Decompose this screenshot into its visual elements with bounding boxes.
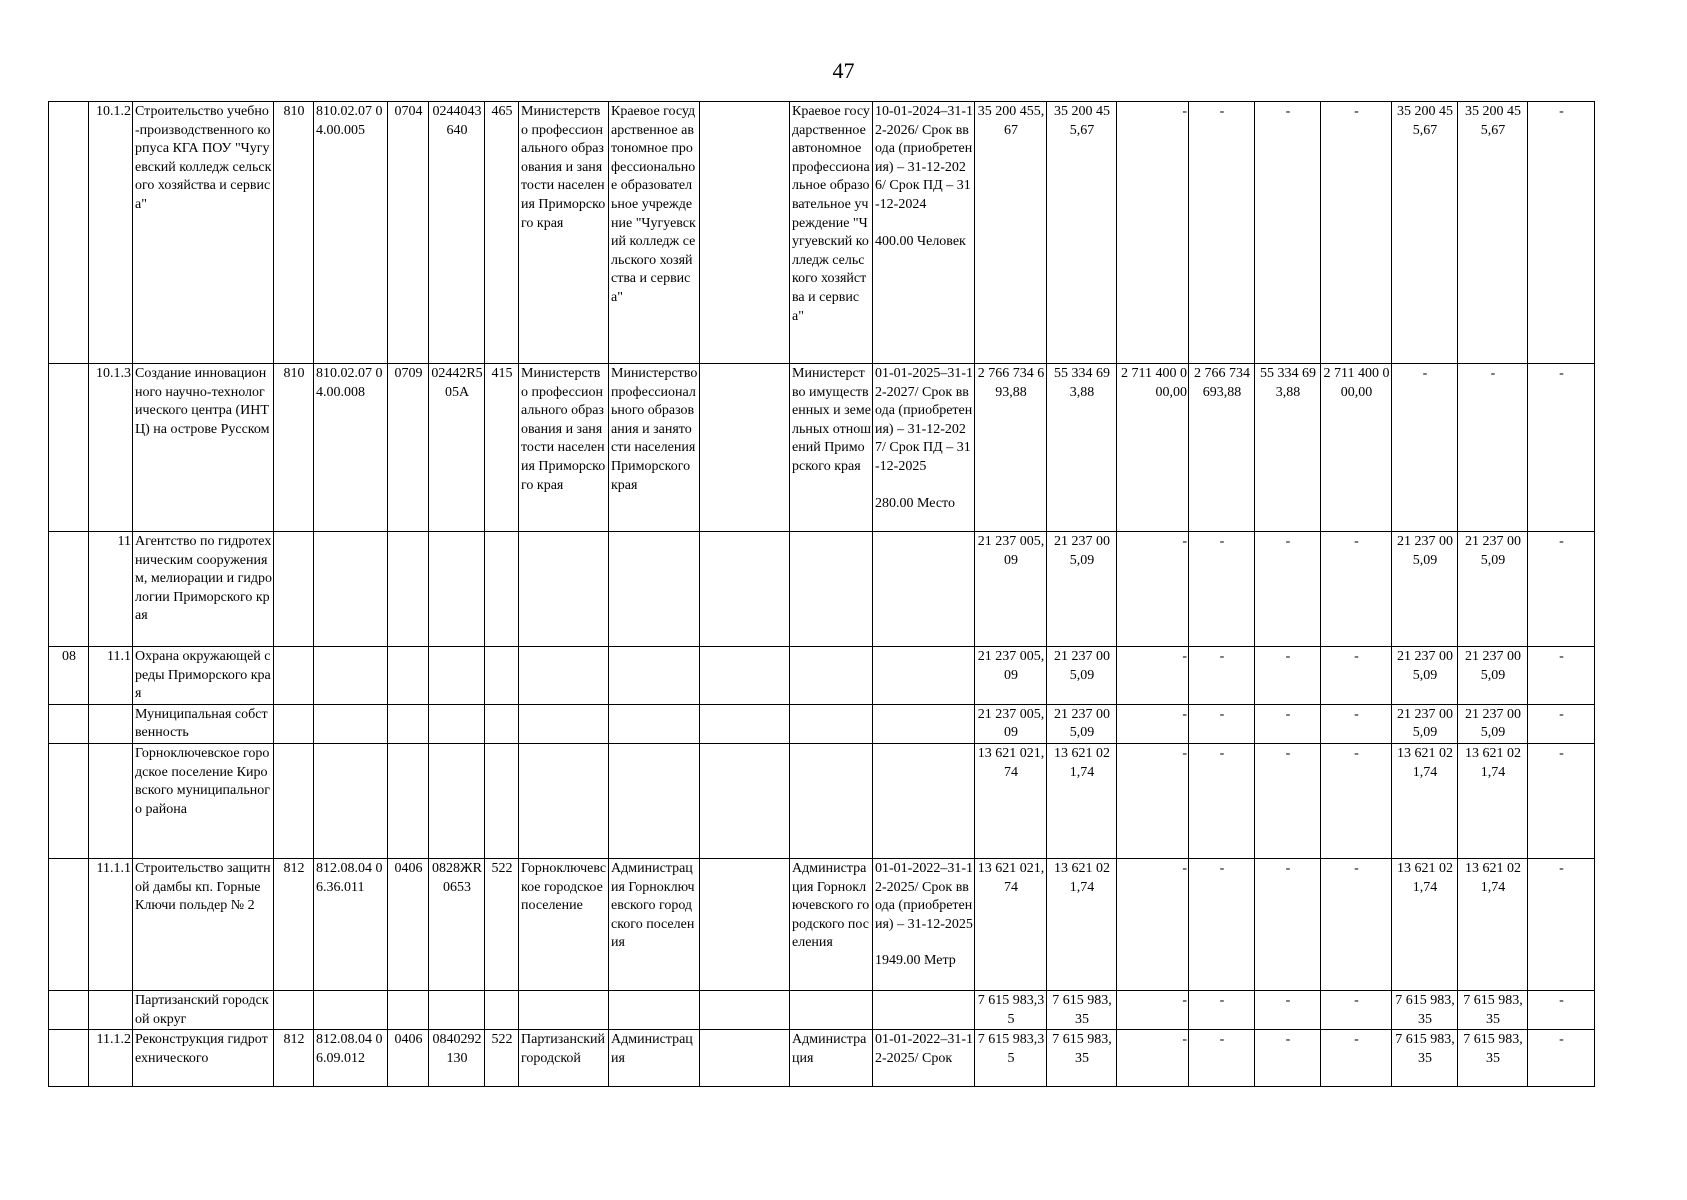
table-cell-v8: 7 615 983,35 <box>1458 1030 1528 1087</box>
table-cell-v3: - <box>1117 532 1189 647</box>
table-cell-v2: 21 237 005,09 <box>1047 704 1117 743</box>
table-cell-code3: 0709 <box>388 364 429 532</box>
page-number: 47 <box>832 58 855 83</box>
table-cell-org2: Министерство профессионального образования и занятости населения Приморского края <box>609 364 700 532</box>
table-cell-code4: 0828ЖR0653 <box>429 858 485 990</box>
table-cell-code3 <box>388 647 429 705</box>
table-cell-v7: 7 615 983,35 <box>1392 1030 1458 1087</box>
table-cell-code3 <box>388 704 429 743</box>
table-cell-v6: - <box>1321 102 1392 364</box>
table-row <box>49 532 1595 647</box>
table-cell-code5 <box>485 743 519 858</box>
table-cell-code3: 0406 <box>388 858 429 990</box>
table-cell-period <box>873 647 975 705</box>
table-cell-v8: 21 237 005,09 <box>1458 532 1528 647</box>
table-cell-v5: - <box>1255 532 1321 647</box>
table-cell-v4: - <box>1189 647 1255 705</box>
table-cell-v7: 21 237 005,09 <box>1392 647 1458 705</box>
period-text: 10-01-2024–31-12-2026/ Срок ввода (приобретения) – 31-12-2026/ Срок ПД – 31-12-2024 <box>875 104 973 212</box>
table-cell-v5: - <box>1255 704 1321 743</box>
table-cell-code5: 415 <box>485 364 519 532</box>
table-cell-code2 <box>314 532 388 647</box>
table-cell-v4: 2 766 734 693,88 <box>1189 364 1255 532</box>
table-cell-v6: - <box>1321 1030 1392 1087</box>
table-cell-period <box>873 532 975 647</box>
table-cell-v2: 21 237 005,09 <box>1047 647 1117 705</box>
table-cell-v6: - <box>1321 743 1392 858</box>
table-cell-org2 <box>609 990 700 1029</box>
table-row <box>49 990 1595 1029</box>
table-cell-code2: 812.08.04 06.09.012 <box>314 1030 388 1087</box>
table-cell-v9: - <box>1528 743 1595 858</box>
table-cell-code3: 0704 <box>388 102 429 364</box>
table-cell-num-a <box>49 1030 89 1087</box>
table-cell-num-a <box>49 704 89 743</box>
table-cell-v5: - <box>1255 102 1321 364</box>
table-cell-v5: - <box>1255 1030 1321 1087</box>
table-cell-num-b: 11.1.1 <box>89 858 133 990</box>
table-cell-period <box>873 858 975 990</box>
table-cell-name: Строительство защитной дамбы кп. Горные Ключи польдер № 2 <box>133 858 274 990</box>
table-cell-org4 <box>790 990 873 1029</box>
table-cell-org1 <box>519 647 609 705</box>
table-cell-code1 <box>274 990 314 1029</box>
table-cell-name: Строительство учебно-производственного корпуса КГА ПОУ "Чугуевский колледж сельского хозяйства и сервиса" <box>133 102 274 364</box>
table-row <box>49 858 1595 990</box>
table-cell-org2: Администрация <box>609 1030 700 1087</box>
table-cell-v2: 13 621 021,74 <box>1047 743 1117 858</box>
table-cell-v5: - <box>1255 990 1321 1029</box>
table-cell-org3 <box>700 102 790 364</box>
table-cell-v8: 35 200 455,67 <box>1458 102 1528 364</box>
table-cell-code2 <box>314 704 388 743</box>
table-cell-v4: - <box>1189 743 1255 858</box>
table-cell-v5: - <box>1255 743 1321 858</box>
table-cell-org3 <box>700 704 790 743</box>
table-cell-v4: - <box>1189 102 1255 364</box>
table-cell-org3 <box>700 364 790 532</box>
table-cell-v9: - <box>1528 858 1595 990</box>
table-cell-v2: 7 615 983,35 <box>1047 990 1117 1029</box>
table-cell-num-b: 10.1.3 <box>89 364 133 532</box>
table-cell-code3: 0406 <box>388 1030 429 1087</box>
table-cell-v4: - <box>1189 704 1255 743</box>
table-cell-v6: - <box>1321 532 1392 647</box>
table-cell-code3 <box>388 990 429 1029</box>
table-cell-code5 <box>485 704 519 743</box>
table-cell-v6: - <box>1321 647 1392 705</box>
table-cell-org1: Министерство профессионального образования и занятости населения Приморского края <box>519 102 609 364</box>
table-cell-num-b <box>89 704 133 743</box>
table-cell-code5 <box>485 647 519 705</box>
table-cell-org2: Администрация Горноключевского городского поселения <box>609 858 700 990</box>
table-cell-v9: - <box>1528 532 1595 647</box>
table-row <box>49 647 1595 705</box>
table-cell-num-b: 10.1.2 <box>89 102 133 364</box>
table-cell-code4 <box>429 743 485 858</box>
table-cell-org4 <box>790 743 873 858</box>
table-cell-v7: 13 621 021,74 <box>1392 743 1458 858</box>
table-cell-code3 <box>388 532 429 647</box>
table-cell-org4 <box>790 704 873 743</box>
table-cell-code1: 810 <box>274 102 314 364</box>
table-cell-v6: - <box>1321 990 1392 1029</box>
table-cell-v1: 7 615 983,35 <box>975 1030 1047 1087</box>
table-cell-v9: - <box>1528 1030 1595 1087</box>
table-cell-v2: 7 615 983,35 <box>1047 1030 1117 1087</box>
table-cell-v9: - <box>1528 990 1595 1029</box>
table-row <box>49 364 1595 532</box>
table-cell-org3 <box>700 1030 790 1087</box>
table-cell-num-b <box>89 990 133 1029</box>
table-cell-period <box>873 102 975 364</box>
table-cell-code1: 812 <box>274 858 314 990</box>
table-cell-code4: 0244043640 <box>429 102 485 364</box>
table-cell-v6: 2 711 400 000,00 <box>1321 364 1392 532</box>
table-cell-code5: 465 <box>485 102 519 364</box>
table-cell-code4 <box>429 647 485 705</box>
table-row <box>49 743 1595 858</box>
table-cell-name: Муниципальная собственность <box>133 704 274 743</box>
table-cell-code2: 810.02.07 04.00.005 <box>314 102 388 364</box>
table-cell-org2 <box>609 532 700 647</box>
table-cell-name: Охрана окружающей среды Приморского края <box>133 647 274 705</box>
table-cell-code5 <box>485 532 519 647</box>
table-cell-v1: 13 621 021,74 <box>975 743 1047 858</box>
table-cell-v3: - <box>1117 858 1189 990</box>
table-cell-v7: 21 237 005,09 <box>1392 704 1458 743</box>
table-cell-v3: - <box>1117 1030 1189 1087</box>
table-cell-code5 <box>485 990 519 1029</box>
table-cell-v7: - <box>1392 364 1458 532</box>
table-cell-v3: - <box>1117 647 1189 705</box>
table-cell-v9: - <box>1528 102 1595 364</box>
table-cell-name: Агентство по гидротехническим сооружениям, мелиорации и гидрологии Приморского края <box>133 532 274 647</box>
table-cell-v3: - <box>1117 102 1189 364</box>
table-cell-num-a <box>49 364 89 532</box>
table-cell-org3 <box>700 858 790 990</box>
table-cell-num-a <box>49 858 89 990</box>
table-cell-code1 <box>274 647 314 705</box>
table-cell-code1: 812 <box>274 1030 314 1087</box>
table-cell-v5: - <box>1255 647 1321 705</box>
table-cell-org4: Краевое государственное автономное профессиональное образовательное учреждение "Чугуевский колледж сельского хозяйства и сервиса" <box>790 102 873 364</box>
table-cell-v9: - <box>1528 364 1595 532</box>
table-cell-v2: 55 334 693,88 <box>1047 364 1117 532</box>
table-cell-num-b: 11 <box>89 532 133 647</box>
table-cell-num-b: 11.1 <box>89 647 133 705</box>
table-cell-v7: 13 621 021,74 <box>1392 858 1458 990</box>
table-cell-org1 <box>519 990 609 1029</box>
table-cell-v8: 7 615 983,35 <box>1458 990 1528 1029</box>
table-cell-code4 <box>429 532 485 647</box>
table-cell-v9: - <box>1528 647 1595 705</box>
table-cell-org4: Администрация Горноключевского городского поселения <box>790 858 873 990</box>
table-cell-period <box>873 1030 975 1087</box>
table-cell-v8: 21 237 005,09 <box>1458 704 1528 743</box>
table-cell-num-a <box>49 990 89 1029</box>
table-cell-org2: Краевое государственное автономное профессиональное образовательное учреждение "Чугуевский колледж сельского хозяйства и сервиса" <box>609 102 700 364</box>
table-cell-code2 <box>314 743 388 858</box>
table-cell-code1 <box>274 704 314 743</box>
table-cell-v4: - <box>1189 532 1255 647</box>
table-cell-v1: 35 200 455,67 <box>975 102 1047 364</box>
table-cell-v8: 13 621 021,74 <box>1458 858 1528 990</box>
table-cell-org2 <box>609 647 700 705</box>
table-cell-org4 <box>790 532 873 647</box>
table-cell-v2: 13 621 021,74 <box>1047 858 1117 990</box>
table-row <box>49 1030 1595 1087</box>
investment-objects-table <box>48 101 1595 1087</box>
table-cell-num-a <box>49 743 89 858</box>
period-text: 01-01-2025–31-12-2027/ Срок ввода (приобретения) – 31-12-2027/ Срок ПД – 31-12-2025 <box>875 366 973 474</box>
table-cell-v3: - <box>1117 743 1189 858</box>
table-cell-v1: 13 621 021,74 <box>975 858 1047 990</box>
table-cell-org3 <box>700 532 790 647</box>
table-cell-name: Создание инновационного научно-технологического центра (ИНТЦ) на острове Русском <box>133 364 274 532</box>
table-cell-org3 <box>700 743 790 858</box>
table-cell-org2 <box>609 743 700 858</box>
period-text: 01-01-2022–31-12-2025/ Срок <box>875 1032 973 1066</box>
table-cell-v4: - <box>1189 990 1255 1029</box>
table-cell-code1 <box>274 743 314 858</box>
table-cell-org1: Партизанский городской <box>519 1030 609 1087</box>
table-cell-v7: 21 237 005,09 <box>1392 532 1458 647</box>
table-cell-v5: - <box>1255 858 1321 990</box>
table-cell-v3: - <box>1117 704 1189 743</box>
table-cell-name: Горноключевское городское поселение Кировского муниципального района <box>133 743 274 858</box>
table-cell-period <box>873 704 975 743</box>
table-cell-num-a <box>49 102 89 364</box>
table-cell-code5: 522 <box>485 1030 519 1087</box>
table-cell-code4 <box>429 990 485 1029</box>
table-cell-v4: - <box>1189 1030 1255 1087</box>
table-cell-org3 <box>700 647 790 705</box>
table-cell-v1: 2 766 734 693,88 <box>975 364 1047 532</box>
table-cell-v1: 21 237 005,09 <box>975 704 1047 743</box>
table-cell-org1 <box>519 532 609 647</box>
table-cell-org1 <box>519 743 609 858</box>
table-cell-v2: 21 237 005,09 <box>1047 532 1117 647</box>
table-cell-num-b <box>89 743 133 858</box>
table-cell-code4: 0840292130 <box>429 1030 485 1087</box>
table-cell-v8: - <box>1458 364 1528 532</box>
table-cell-v7: 35 200 455,67 <box>1392 102 1458 364</box>
table-cell-org4: Администрация <box>790 1030 873 1087</box>
table-cell-v8: 13 621 021,74 <box>1458 743 1528 858</box>
table-cell-code2: 812.08.04 06.36.011 <box>314 858 388 990</box>
capacity-text: 1949.00 Метр <box>875 953 956 969</box>
table-cell-period <box>873 743 975 858</box>
table-cell-v3: 2 711 400 000,00 <box>1117 364 1189 532</box>
table-cell-org4 <box>790 647 873 705</box>
table-cell-org2 <box>609 704 700 743</box>
capacity-text: 400.00 Человек <box>875 233 966 249</box>
table-cell-code4: 02442R505A <box>429 364 485 532</box>
capacity-text: 280.00 Место <box>875 495 955 511</box>
table-cell-org1 <box>519 704 609 743</box>
table-cell-v4: - <box>1189 858 1255 990</box>
table-cell-num-a <box>49 532 89 647</box>
table-cell-name: Реконструкция гидротехнического <box>133 1030 274 1087</box>
table-cell-code2: 810.02.07 04.00.008 <box>314 364 388 532</box>
table-cell-org1: Горноключевское городское поселение <box>519 858 609 990</box>
table-cell-org1: Министерство профессионального образования и занятости населения Приморского края <box>519 364 609 532</box>
table-cell-v1: 21 237 005,09 <box>975 532 1047 647</box>
table-cell-num-b: 11.1.2 <box>89 1030 133 1087</box>
table-cell-v9: - <box>1528 704 1595 743</box>
table-cell-v1: 7 615 983,35 <box>975 990 1047 1029</box>
table-cell-code3 <box>388 743 429 858</box>
table-cell-org3 <box>700 990 790 1029</box>
table-row <box>49 102 1595 364</box>
table-cell-v5: 55 334 693,88 <box>1255 364 1321 532</box>
table-cell-code4 <box>429 704 485 743</box>
table-cell-v1: 21 237 005,09 <box>975 647 1047 705</box>
table-cell-code1: 810 <box>274 364 314 532</box>
table-cell-period <box>873 990 975 1029</box>
table-cell-v2: 35 200 455,67 <box>1047 102 1117 364</box>
table-cell-code2 <box>314 647 388 705</box>
table-cell-org4: Министерство имущественных и земельных отношений Приморского края <box>790 364 873 532</box>
table-cell-code1 <box>274 532 314 647</box>
table-cell-period <box>873 364 975 532</box>
table-cell-v6: - <box>1321 858 1392 990</box>
table-cell-code5: 522 <box>485 858 519 990</box>
table-cell-code2 <box>314 990 388 1029</box>
table-cell-v3: - <box>1117 990 1189 1029</box>
table-cell-v8: 21 237 005,09 <box>1458 647 1528 705</box>
table-cell-v7: 7 615 983,35 <box>1392 990 1458 1029</box>
table-row <box>49 704 1595 743</box>
period-text: 01-01-2022–31-12-2025/ Срок ввода (приобретения) – 31-12-2025 <box>875 860 973 932</box>
table-cell-name: Партизанский городской округ <box>133 990 274 1029</box>
table-cell-v6: - <box>1321 704 1392 743</box>
table-cell-num-a: 08 <box>49 647 89 705</box>
